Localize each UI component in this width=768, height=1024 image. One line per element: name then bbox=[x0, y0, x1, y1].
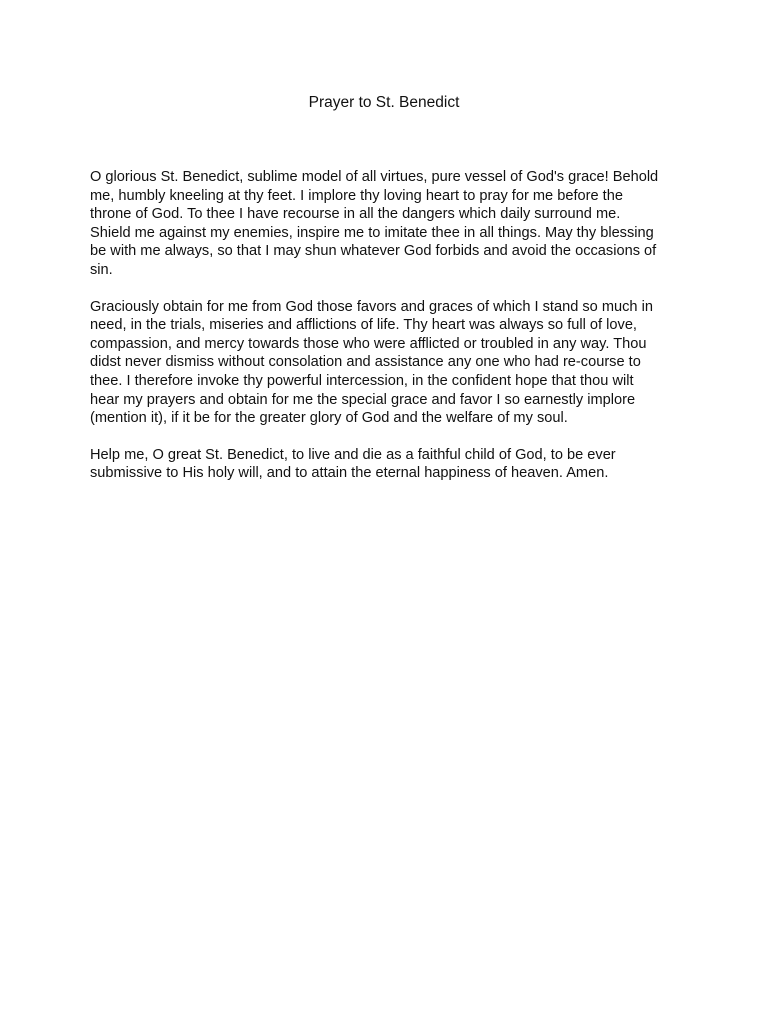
document-body bbox=[90, 168, 690, 501]
document-title: Prayer to St. Benedict bbox=[308, 94, 460, 111]
paragraph-2: Graciously obtain for me from God those favors and graces of which I stand so much in need, in the trials, miseries and afflictions of life. Thy heart was always so full of love, compassion, and mercy towards those who were afflicted or troubled in any way. Thou didst never dismiss without consolation and assistance any one who had re-course to thee. I therefore invoke thy powerful intercession, in the confident hope that thou wilt hear my prayers and obtain for me the special grace and favor I so earnestly implore (mention it), if it be for the greater glory of God and the welfare of my soul. bbox=[90, 298, 653, 427]
paragraph-1: O glorious St. Benedict, sublime model of all virtues, pure vessel of God's grace! Behold me, humbly kneeling at thy feet. I implore thy loving heart to pray for me before the throne of God. To thee I have recourse in all the dangers which daily surround me. Shield me against my enemies, inspire me to imitate thee in all things. May thy blessing be with me always, so that I may shun whatever God forbids and avoid the occasions of sin. bbox=[90, 169, 659, 278]
paragraph-3: Help me, O great St. Benedict, to live and die as a faithful child of God, to be ever submissive to His holy will, and to attain the eternal happiness of heaven. Amen. bbox=[90, 446, 616, 482]
